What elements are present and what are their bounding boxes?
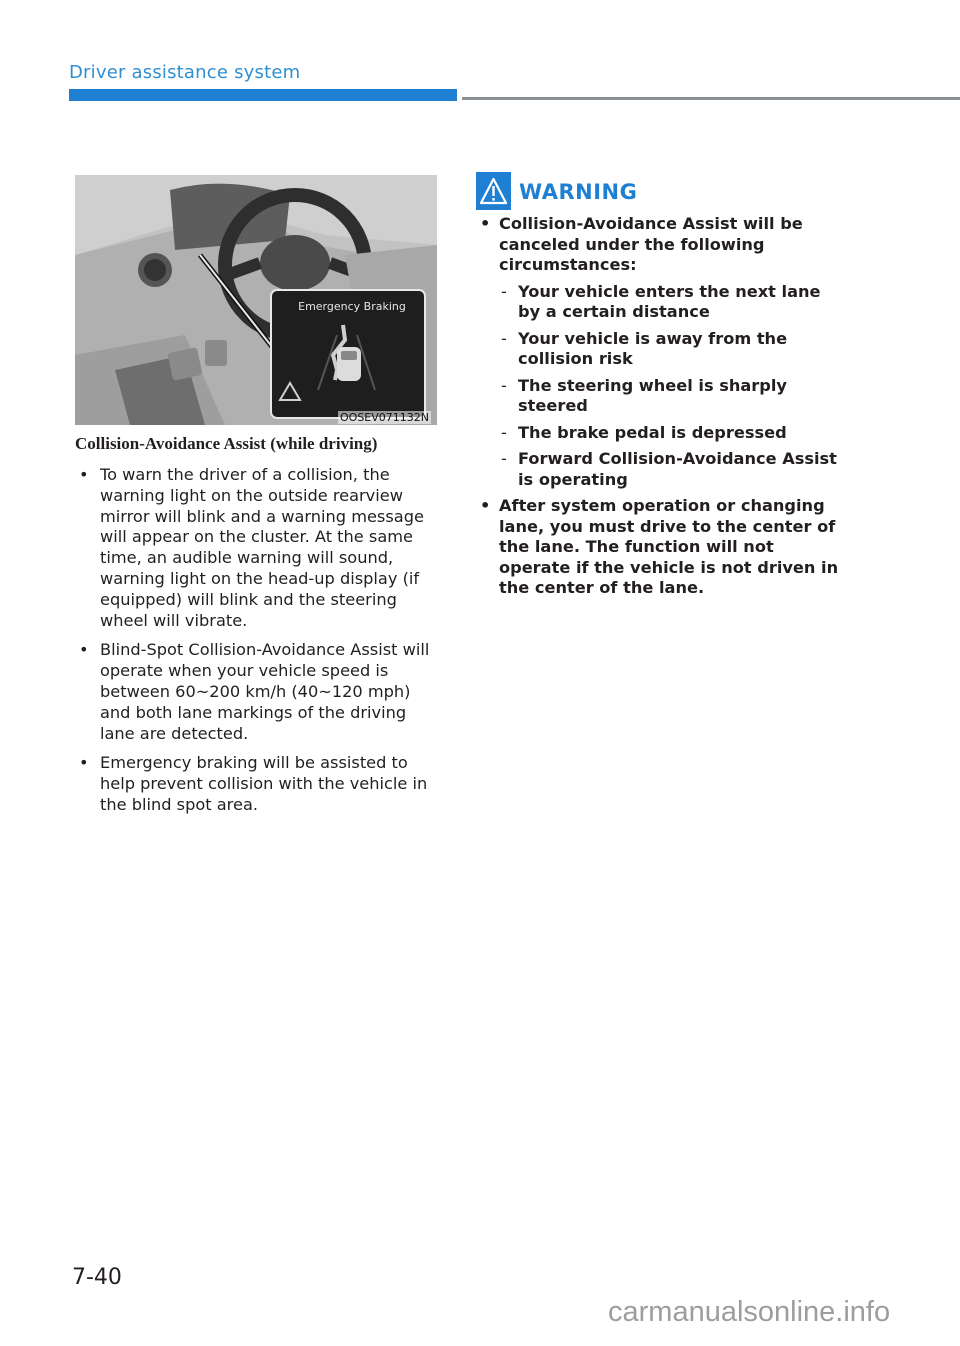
warning-header xyxy=(476,172,676,210)
section-title: Driver assistance system xyxy=(69,62,301,83)
cluster-message: Emergency Braking xyxy=(298,300,406,313)
warning-sublist xyxy=(499,282,848,491)
bullet-icon: • xyxy=(480,496,491,515)
sublist-item xyxy=(499,282,848,323)
sublist-item xyxy=(499,423,848,444)
sublist-item-text: Forward Collision-Avoidance Assist is operating xyxy=(518,449,837,489)
sublist-item-text: The brake pedal is depressed xyxy=(518,422,787,442)
dash-icon: - xyxy=(501,422,507,442)
figure-caption: Collision-Avoidance Assist (while driving) xyxy=(75,434,378,453)
list-item-text: Blind-Spot Collision-Avoidance Assist will operate when your vehicle speed is between 60~200 km/h (40~120 mph) and both lane markings of the driving lane are detected. xyxy=(100,640,430,743)
bullet-icon: • xyxy=(79,465,89,484)
page-number: 7-40 xyxy=(72,1265,122,1290)
dashboard-illustration xyxy=(75,175,437,425)
sublist-item-text: Your vehicle enters the next lane by a certain distance xyxy=(518,281,821,321)
warning-content xyxy=(478,214,848,599)
watermark: carmanualsonline.info xyxy=(608,1296,891,1328)
warning-item xyxy=(478,214,848,490)
sublist-item-text: The steering wheel is sharply steered xyxy=(518,375,787,415)
list-item xyxy=(75,465,440,631)
bullet-icon: • xyxy=(79,753,89,773)
list-item xyxy=(75,753,440,815)
dash-icon: - xyxy=(501,281,507,301)
bullet-icon: • xyxy=(480,214,491,233)
header-rule-gray xyxy=(462,97,960,100)
bullet-icon: • xyxy=(79,640,89,660)
sublist-item xyxy=(499,376,848,417)
info-bullet-list xyxy=(75,465,440,825)
warning-item xyxy=(478,496,848,599)
dash-icon: - xyxy=(501,328,507,348)
sublist-item xyxy=(499,329,848,370)
warning-item-text: Collision-Avoidance Assist will be canceled under the following circumstances: xyxy=(499,214,803,274)
dash-icon: - xyxy=(501,375,507,395)
warning-title: WARNING xyxy=(519,180,638,204)
list-item-text: Emergency braking will be assisted to help prevent collision with the vehicle in the blind spot area. xyxy=(100,753,428,814)
list-item-text: To warn the driver of a collision, the warning light on the outside rearview mirror will blink and a warning message will appear on the cluster. At the same time, an audible warning will sound, warning light on the head-up display (if equipped) will blink and the steering wheel will vibrate. xyxy=(100,465,424,630)
sublist-item xyxy=(499,449,848,490)
list-item xyxy=(75,640,440,744)
warning-item-text: After system operation or changing lane, you must drive to the center of the lane. The function will not operate if the vehicle is not driven in the center of the lane. xyxy=(499,496,839,597)
dash-icon: - xyxy=(501,449,507,468)
warning-triangle-icon xyxy=(476,172,511,210)
sublist-item-text: Your vehicle is away from the collision risk xyxy=(518,328,788,368)
header-rule-blue xyxy=(69,89,457,101)
figure-code: OOSEV071132N xyxy=(340,411,429,424)
